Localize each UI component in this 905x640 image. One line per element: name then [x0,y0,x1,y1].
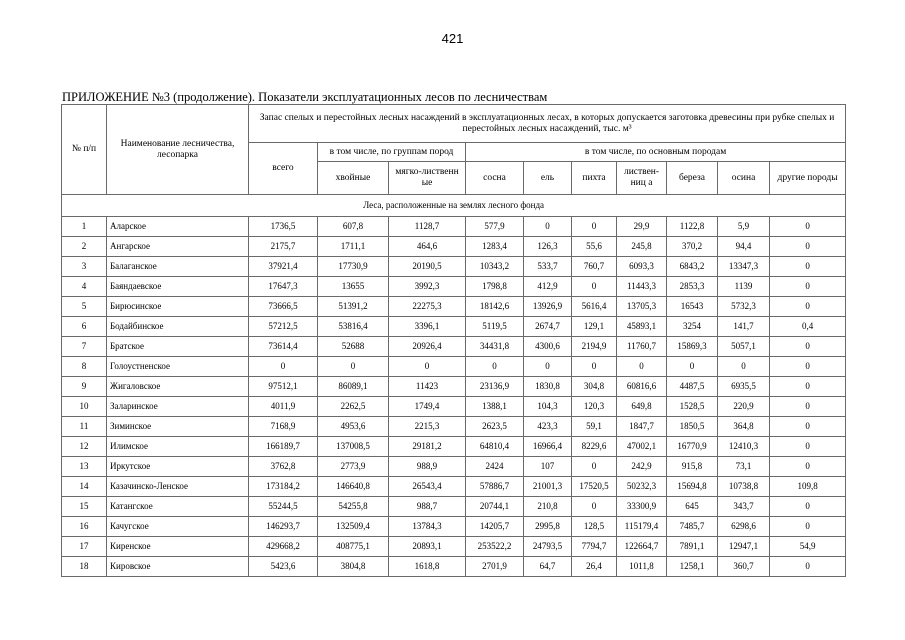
table-cell: 20744,1 [466,497,524,517]
table-cell: 1258,1 [667,557,718,577]
forestry-name: Качугское [107,517,249,537]
table-cell: 5732,3 [718,297,770,317]
table-cell: 1283,4 [466,237,524,257]
table-cell: 408775,1 [318,537,389,557]
table-cell: 73614,4 [249,337,318,357]
table-cell: 3762,8 [249,457,318,477]
row-number: 7 [62,337,107,357]
table-cell: 0 [667,357,718,377]
table-cell: 7485,7 [667,517,718,537]
table-row [62,317,846,337]
row-number: 14 [62,477,107,497]
table-cell: 0 [249,357,318,377]
table-row [62,277,846,297]
table-cell: 23136,9 [466,377,524,397]
table-row [62,497,846,517]
header-larch: листвен-ниц а [617,162,667,195]
table-cell: 115179,4 [617,517,667,537]
table-cell: 11443,3 [617,277,667,297]
table-cell: 4300,6 [524,337,572,357]
table-cell: 17730,9 [318,257,389,277]
table-cell: 13347,3 [718,257,770,277]
table-cell: 126,3 [524,237,572,257]
table-cell: 7794,7 [572,537,617,557]
row-number: 8 [62,357,107,377]
table-cell: 0 [770,277,846,297]
forest-indicators-table [61,104,846,577]
forestry-name: Кировское [107,557,249,577]
header-softwood-deciduous: мягко-лиственн ые [389,162,466,195]
row-number: 3 [62,257,107,277]
row-number: 17 [62,537,107,557]
table-cell: 253522,2 [466,537,524,557]
table-cell: 109,8 [770,477,846,497]
table-cell: 24793,5 [524,537,572,557]
table-cell: 3254 [667,317,718,337]
table-cell: 1830,8 [524,377,572,397]
header-pine: сосна [466,162,524,195]
table-cell: 1528,5 [667,397,718,417]
row-number: 13 [62,457,107,477]
table-cell: 3992,3 [389,277,466,297]
table-cell: 8229,6 [572,437,617,457]
table-cell: 17647,3 [249,277,318,297]
forestry-name: Бодайбинское [107,317,249,337]
table-cell: 0 [770,557,846,577]
table-cell: 0 [572,277,617,297]
table-cell: 304,8 [572,377,617,397]
row-number: 15 [62,497,107,517]
table-cell: 210,8 [524,497,572,517]
row-number: 4 [62,277,107,297]
forestry-name: Братское [107,337,249,357]
table-cell: 1798,8 [466,277,524,297]
table-cell: 13784,3 [389,517,466,537]
table-row [62,297,846,317]
table-cell: 0 [770,217,846,237]
table-cell: 760,7 [572,257,617,277]
header-name: Наименование лесничества, лесопарка [107,105,249,195]
table-cell: 2623,5 [466,417,524,437]
table-cell: 13705,3 [617,297,667,317]
forestry-name: Заларинское [107,397,249,417]
table-cell: 54255,8 [318,497,389,517]
table-cell: 1618,8 [389,557,466,577]
table-cell: 6298,6 [718,517,770,537]
forestry-name: Голоустненское [107,357,249,377]
table-cell: 2853,3 [667,277,718,297]
table-cell: 0 [770,417,846,437]
forestry-name: Илимское [107,437,249,457]
table-cell: 64,7 [524,557,572,577]
table-cell: 464,6 [389,237,466,257]
table-cell: 2674,7 [524,317,572,337]
table-cell: 5423,6 [249,557,318,577]
row-number: 6 [62,317,107,337]
table-cell: 12947,1 [718,537,770,557]
header-fir: пихта [572,162,617,195]
table-cell: 129,1 [572,317,617,337]
table-cell: 5057,1 [718,337,770,357]
table-cell: 97512,1 [249,377,318,397]
table-cell: 16543 [667,297,718,317]
table-cell: 13655 [318,277,389,297]
forestry-name: Ангарское [107,237,249,257]
table-cell: 104,3 [524,397,572,417]
table-row [62,257,846,277]
table-cell: 10738,8 [718,477,770,497]
forestry-name: Катангское [107,497,249,517]
table-cell: 649,8 [617,397,667,417]
table-cell: 0 [718,357,770,377]
table-row [62,517,846,537]
table-cell: 26543,4 [389,477,466,497]
section-heading: Леса, расположенные на землях лесного фонда [62,195,846,217]
table-cell: 242,9 [617,457,667,477]
table-cell: 20893,1 [389,537,466,557]
table-cell: 45893,1 [617,317,667,337]
table-cell: 57212,5 [249,317,318,337]
table-row [62,457,846,477]
table-cell: 60816,6 [617,377,667,397]
table-cell: 14205,7 [466,517,524,537]
header-by-species: в том числе, по основным породам [466,143,846,162]
document-title: ПРИЛОЖЕНИЕ №3 (продолжение). Показатели эксплуатационных лесов по лесничествам [62,90,548,104]
forestry-name: Иркутское [107,457,249,477]
table-row [62,237,846,257]
table-cell: 94,4 [718,237,770,257]
table-cell: 364,8 [718,417,770,437]
table-cell: 13926,9 [524,297,572,317]
table-cell: 53816,4 [318,317,389,337]
table-cell: 51391,2 [318,297,389,317]
table-cell: 20190,5 [389,257,466,277]
forestry-name: Балаганское [107,257,249,277]
table-cell: 17520,5 [572,477,617,497]
table-cell: 50232,3 [617,477,667,497]
table-row [62,377,846,397]
table-cell: 220,9 [718,397,770,417]
table-cell: 0 [770,457,846,477]
forestry-name: Жигаловское [107,377,249,397]
header-total: всего [249,143,318,195]
table-cell: 146640,8 [318,477,389,497]
table-cell: 2701,9 [466,557,524,577]
row-number: 18 [62,557,107,577]
table-cell: 59,1 [572,417,617,437]
table-cell: 0 [770,437,846,457]
header-aspen: осина [718,162,770,195]
row-number: 10 [62,397,107,417]
table-cell: 0 [572,217,617,237]
row-number: 11 [62,417,107,437]
table-cell: 915,8 [667,457,718,477]
table-cell: 1711,1 [318,237,389,257]
header-other: другие породы [770,162,846,195]
row-number: 5 [62,297,107,317]
table-cell: 1122,8 [667,217,718,237]
table-cell: 6843,2 [667,257,718,277]
forestry-name: Бирюсинское [107,297,249,317]
table-cell: 0 [770,517,846,537]
table-cell: 120,3 [572,397,617,417]
table-cell: 55244,5 [249,497,318,517]
page-number: 421 [441,31,464,46]
table-cell: 607,8 [318,217,389,237]
table-row [62,357,846,377]
table-cell: 0 [466,357,524,377]
table-cell: 37921,4 [249,257,318,277]
row-number: 9 [62,377,107,397]
forestry-name: Киренское [107,537,249,557]
forestry-name: Казачинско-Ленское [107,477,249,497]
table-cell: 128,5 [572,517,617,537]
table-cell: 18142,6 [466,297,524,317]
table-cell: 0 [572,457,617,477]
table-cell: 0 [770,337,846,357]
row-number: 1 [62,217,107,237]
table-cell: 11760,7 [617,337,667,357]
table-cell: 122664,7 [617,537,667,557]
table-cell: 3396,1 [389,317,466,337]
table-cell: 86089,1 [318,377,389,397]
table-row [62,537,846,557]
table-cell: 16966,4 [524,437,572,457]
table-cell: 7891,1 [667,537,718,557]
header-coniferous: хвойные [318,162,389,195]
table-cell: 11423 [389,377,466,397]
table-cell: 0 [524,357,572,377]
table-cell: 146293,7 [249,517,318,537]
table-cell: 12410,3 [718,437,770,457]
forestry-name: Аларское [107,217,249,237]
table-row [62,417,846,437]
table-cell: 34431,8 [466,337,524,357]
table-cell: 0 [770,497,846,517]
table-cell: 0 [572,357,617,377]
table-cell: 47002,1 [617,437,667,457]
table-cell: 245,8 [617,237,667,257]
header-spruce: ель [524,162,572,195]
table-cell: 137008,5 [318,437,389,457]
table-cell: 577,9 [466,217,524,237]
table-cell: 0 [617,357,667,377]
table-cell: 73,1 [718,457,770,477]
table-cell: 1847,7 [617,417,667,437]
table-cell: 2773,9 [318,457,389,477]
table-cell: 0 [770,257,846,277]
table-cell: 988,9 [389,457,466,477]
table-cell: 54,9 [770,537,846,557]
table-cell: 107 [524,457,572,477]
forestry-name: Зиминское [107,417,249,437]
table-cell: 33300,9 [617,497,667,517]
table-cell: 141,7 [718,317,770,337]
table-cell: 64810,4 [466,437,524,457]
table-cell: 29,9 [617,217,667,237]
table-cell: 2215,3 [389,417,466,437]
table-cell: 0 [770,237,846,257]
table-cell: 5616,4 [572,297,617,317]
table-cell: 22275,3 [389,297,466,317]
table-cell: 0,4 [770,317,846,337]
table-cell: 0 [770,357,846,377]
table-cell: 4487,5 [667,377,718,397]
table-cell: 166189,7 [249,437,318,457]
row-number: 12 [62,437,107,457]
table-cell: 5,9 [718,217,770,237]
table-row [62,397,846,417]
table-cell: 423,3 [524,417,572,437]
table-cell: 988,7 [389,497,466,517]
table-cell: 360,7 [718,557,770,577]
table-row [62,217,846,237]
table-cell: 6935,5 [718,377,770,397]
table-cell: 1736,5 [249,217,318,237]
table-cell: 26,4 [572,557,617,577]
table-cell: 15694,8 [667,477,718,497]
table-cell: 0 [318,357,389,377]
table-row [62,437,846,457]
table-cell: 2175,7 [249,237,318,257]
table-cell: 429668,2 [249,537,318,557]
table-cell: 645 [667,497,718,517]
table-cell: 15869,3 [667,337,718,357]
table-cell: 0 [770,377,846,397]
table-cell: 2194,9 [572,337,617,357]
table-cell: 20926,4 [389,337,466,357]
table-cell: 1388,1 [466,397,524,417]
table-cell: 55,6 [572,237,617,257]
table-cell: 4953,6 [318,417,389,437]
table-cell: 7168,9 [249,417,318,437]
table-cell: 0 [524,217,572,237]
header-stock: Запас спелых и перестойных лесных насаждений в эксплуатационных лесах, в которых допускается заготовка древесины при рубке спелых и перестойных лесных насаждений, тыс. м³ [249,105,846,143]
table-cell: 73666,5 [249,297,318,317]
table-cell: 2262,5 [318,397,389,417]
row-number: 16 [62,517,107,537]
header-birch: береза [667,162,718,195]
table-cell: 0 [572,497,617,517]
row-number: 2 [62,237,107,257]
table-cell: 533,7 [524,257,572,277]
table-cell: 21001,3 [524,477,572,497]
header-num: № п/п [62,105,107,195]
table-cell: 412,9 [524,277,572,297]
table-cell: 2995,8 [524,517,572,537]
table-cell: 1139 [718,277,770,297]
table-cell: 0 [389,357,466,377]
table-cell: 57886,7 [466,477,524,497]
table-cell: 10343,2 [466,257,524,277]
table-row [62,477,846,497]
table-cell: 2424 [466,457,524,477]
table-cell: 173184,2 [249,477,318,497]
table-cell: 1749,4 [389,397,466,417]
table-cell: 0 [770,397,846,417]
table-cell: 5119,5 [466,317,524,337]
table-cell: 4011,9 [249,397,318,417]
table-row [62,337,846,357]
table-cell: 6093,3 [617,257,667,277]
table-cell: 343,7 [718,497,770,517]
table-cell: 1011,8 [617,557,667,577]
table-cell: 132509,4 [318,517,389,537]
table-cell: 3804,8 [318,557,389,577]
header-by-group: в том числе, по группам пород [318,143,466,162]
table-cell: 370,2 [667,237,718,257]
table-cell: 0 [770,297,846,317]
table-cell: 1128,7 [389,217,466,237]
table-cell: 52688 [318,337,389,357]
forestry-name: Баяндаевское [107,277,249,297]
table-cell: 16770,9 [667,437,718,457]
table-cell: 29181,2 [389,437,466,457]
table-cell: 1850,5 [667,417,718,437]
table-row [62,557,846,577]
